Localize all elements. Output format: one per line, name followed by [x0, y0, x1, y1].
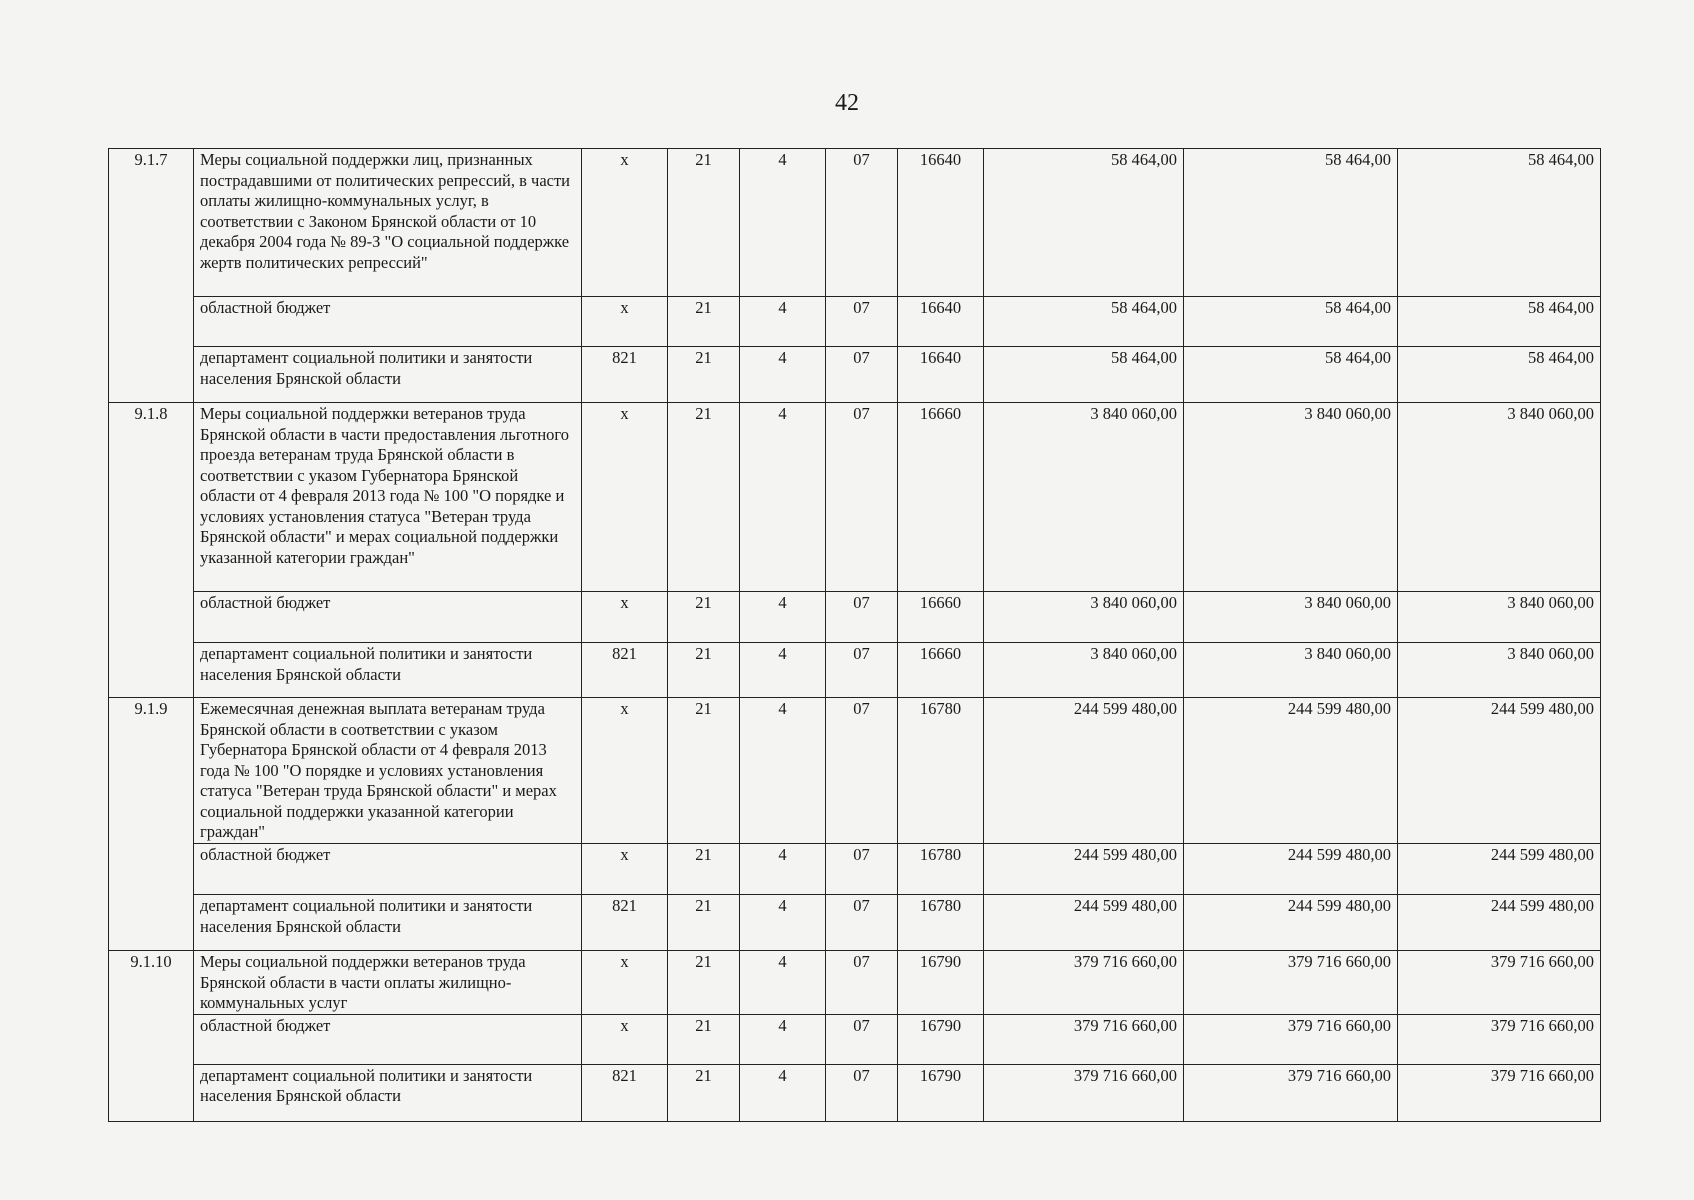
item-code: х [582, 149, 668, 297]
item-c3: 07 [826, 643, 898, 698]
item-v2: 3 840 060,00 [1184, 643, 1398, 698]
item-c2: 4 [740, 347, 826, 403]
item-code: х [582, 1014, 668, 1064]
item-v1: 58 464,00 [984, 149, 1184, 297]
item-number: 9.1.10 [109, 951, 194, 1122]
item-v2: 379 716 660,00 [1184, 1014, 1398, 1064]
item-c3: 07 [826, 347, 898, 403]
item-code: х [582, 297, 668, 347]
item-v2: 58 464,00 [1184, 149, 1398, 297]
item-name: областной бюджет [194, 592, 582, 643]
table-row [109, 1064, 1601, 1121]
item-number: 9.1.7 [109, 149, 194, 403]
table-row [109, 951, 1601, 1015]
item-c2: 4 [740, 844, 826, 895]
table-row [109, 895, 1601, 951]
table-row [109, 592, 1601, 643]
item-v1: 379 716 660,00 [984, 1014, 1184, 1064]
item-v2: 3 840 060,00 [1184, 592, 1398, 643]
item-c1: 21 [668, 643, 740, 698]
table-row [109, 643, 1601, 698]
item-v3: 244 599 480,00 [1398, 895, 1601, 951]
item-name: департамент социальной политики и занятости населения Брянской области [194, 895, 582, 951]
item-v2: 244 599 480,00 [1184, 844, 1398, 895]
item-name: департамент социальной политики и занятости населения Брянской области [194, 347, 582, 403]
item-c3: 07 [826, 403, 898, 592]
item-name: департамент социальной политики и занятости населения Брянской области [194, 643, 582, 698]
item-code: х [582, 403, 668, 592]
item-code: х [582, 951, 668, 1015]
item-v1: 58 464,00 [984, 347, 1184, 403]
item-code: х [582, 698, 668, 844]
item-v3: 379 716 660,00 [1398, 951, 1601, 1015]
item-c3: 07 [826, 951, 898, 1015]
item-v1: 379 716 660,00 [984, 1064, 1184, 1121]
item-v3: 58 464,00 [1398, 149, 1601, 297]
item-c2: 4 [740, 643, 826, 698]
item-v2: 244 599 480,00 [1184, 895, 1398, 951]
item-c4: 16780 [898, 844, 984, 895]
item-name: областной бюджет [194, 844, 582, 895]
table-row [109, 403, 1601, 592]
item-code: х [582, 592, 668, 643]
item-c2: 4 [740, 951, 826, 1015]
item-c1: 21 [668, 592, 740, 643]
item-code: 821 [582, 347, 668, 403]
item-code: 821 [582, 1064, 668, 1121]
item-name: Меры социальной поддержки лиц, признанных пострадавшими от политических репрессий, в части оплаты жилищно-коммунальных услуг, в соответствии с Законом Брянской области от 10 декабря 2004 года № 89-З "О социальной поддержке жертв политических репрессий" [194, 149, 582, 297]
table-row [109, 698, 1601, 844]
item-c2: 4 [740, 592, 826, 643]
item-v3: 379 716 660,00 [1398, 1064, 1601, 1121]
item-c3: 07 [826, 895, 898, 951]
item-name: Меры социальной поддержки ветеранов труда Брянской области в части предоставления льготного проезда ветеранам труда Брянской области в соответствии с указом Губернатора Брянской области от 4 февраля 2013 года № 100 "О порядке и условиях установления статуса "Ветеран труда Брянской области" и мерах социальной поддержки указанной категории граждан" [194, 403, 582, 592]
item-c4: 16790 [898, 1014, 984, 1064]
item-number: 9.1.9 [109, 698, 194, 951]
item-v3: 3 840 060,00 [1398, 592, 1601, 643]
item-code: 821 [582, 643, 668, 698]
item-c3: 07 [826, 297, 898, 347]
table-row [109, 149, 1601, 297]
item-code: 821 [582, 895, 668, 951]
item-v3: 244 599 480,00 [1398, 698, 1601, 844]
item-v1: 379 716 660,00 [984, 951, 1184, 1015]
item-c4: 16640 [898, 149, 984, 297]
item-c2: 4 [740, 149, 826, 297]
item-v1: 3 840 060,00 [984, 403, 1184, 592]
table-row [109, 297, 1601, 347]
item-v2: 58 464,00 [1184, 347, 1398, 403]
item-c4: 16640 [898, 297, 984, 347]
item-code: х [582, 844, 668, 895]
item-c4: 16660 [898, 643, 984, 698]
item-c3: 07 [826, 149, 898, 297]
item-v1: 244 599 480,00 [984, 895, 1184, 951]
item-c3: 07 [826, 592, 898, 643]
item-c1: 21 [668, 895, 740, 951]
item-c1: 21 [668, 347, 740, 403]
item-c4: 16790 [898, 951, 984, 1015]
item-c1: 21 [668, 1014, 740, 1064]
item-name: областной бюджет [194, 1014, 582, 1064]
table-row [109, 347, 1601, 403]
item-c4: 16790 [898, 1064, 984, 1121]
item-name: Ежемесячная денежная выплата ветеранам труда Брянской области в соответствии с указом Губернатора Брянской области от 4 февраля 2013 года № 100 "О порядке и условиях установления статуса "Ветеран труда Брянской области" и мерах социальной поддержки указанной категории граждан" [194, 698, 582, 844]
item-c4: 16660 [898, 403, 984, 592]
item-c1: 21 [668, 149, 740, 297]
item-v1: 244 599 480,00 [984, 698, 1184, 844]
budget-table [108, 148, 1601, 1122]
item-c2: 4 [740, 698, 826, 844]
item-v1: 3 840 060,00 [984, 592, 1184, 643]
item-c3: 07 [826, 698, 898, 844]
item-number: 9.1.8 [109, 403, 194, 698]
item-v3: 58 464,00 [1398, 347, 1601, 403]
item-c4: 16640 [898, 347, 984, 403]
item-c1: 21 [668, 1064, 740, 1121]
item-v3: 3 840 060,00 [1398, 403, 1601, 592]
item-c2: 4 [740, 403, 826, 592]
item-name: департамент социальной политики и занятости населения Брянской области [194, 1064, 582, 1121]
item-c2: 4 [740, 1064, 826, 1121]
item-v2: 58 464,00 [1184, 297, 1398, 347]
item-name: областной бюджет [194, 297, 582, 347]
table-body [109, 149, 1601, 1122]
item-c4: 16780 [898, 895, 984, 951]
table-row [109, 1014, 1601, 1064]
item-v2: 379 716 660,00 [1184, 1064, 1398, 1121]
item-v3: 58 464,00 [1398, 297, 1601, 347]
item-c1: 21 [668, 698, 740, 844]
item-c1: 21 [668, 297, 740, 347]
item-c3: 07 [826, 1064, 898, 1121]
item-c3: 07 [826, 1014, 898, 1064]
item-v3: 379 716 660,00 [1398, 1014, 1601, 1064]
page-number: 42 [835, 90, 859, 116]
item-c1: 21 [668, 844, 740, 895]
item-c2: 4 [740, 297, 826, 347]
table-row [109, 844, 1601, 895]
item-v2: 244 599 480,00 [1184, 698, 1398, 844]
item-c2: 4 [740, 895, 826, 951]
item-v1: 58 464,00 [984, 297, 1184, 347]
item-c3: 07 [826, 844, 898, 895]
item-v3: 3 840 060,00 [1398, 643, 1601, 698]
item-c1: 21 [668, 951, 740, 1015]
item-c4: 16660 [898, 592, 984, 643]
item-c2: 4 [740, 1014, 826, 1064]
item-v2: 3 840 060,00 [1184, 403, 1398, 592]
item-v1: 244 599 480,00 [984, 844, 1184, 895]
item-c1: 21 [668, 403, 740, 592]
item-v1: 3 840 060,00 [984, 643, 1184, 698]
item-name: Меры социальной поддержки ветеранов труда Брянской области в части оплаты жилищно-коммунальных услуг [194, 951, 582, 1015]
item-v3: 244 599 480,00 [1398, 844, 1601, 895]
item-c4: 16780 [898, 698, 984, 844]
item-v2: 379 716 660,00 [1184, 951, 1398, 1015]
